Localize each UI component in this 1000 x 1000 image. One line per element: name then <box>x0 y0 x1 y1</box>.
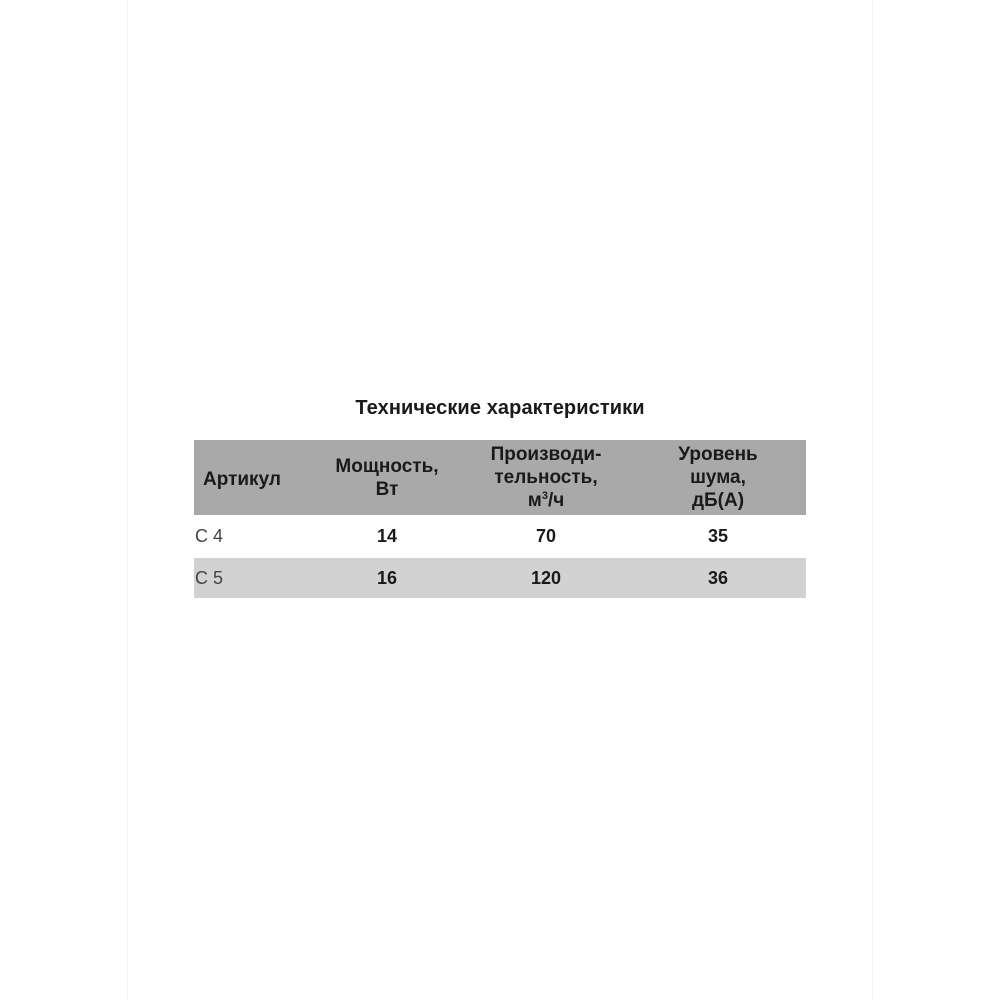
header-power: Мощность, Вт <box>335 455 439 500</box>
cell-noise: 36 <box>707 567 729 588</box>
header-capacity: Производи- тельность, $м^3/ч$ <box>462 440 630 515</box>
cell-capacity: 70 <box>535 526 557 546</box>
table-header-row <box>194 440 806 515</box>
cell-noise: 35 <box>707 526 729 546</box>
cell-article: С 4 <box>195 526 224 546</box>
cell-article: С 5 <box>195 567 224 588</box>
cell-power: 14 <box>376 526 398 546</box>
table-row <box>194 515 806 558</box>
cell-power: 16 <box>376 567 398 588</box>
cell-capacity: 120 <box>530 567 562 588</box>
capacity-unit: $м^3/ч$ <box>527 490 565 511</box>
table-row <box>194 558 806 598</box>
header-noise: Уровень шума, дБ(А) <box>678 444 758 511</box>
page-title: Технические характеристики <box>355 397 645 419</box>
header-article: Артикул <box>203 469 281 490</box>
specifications-table <box>194 440 806 598</box>
